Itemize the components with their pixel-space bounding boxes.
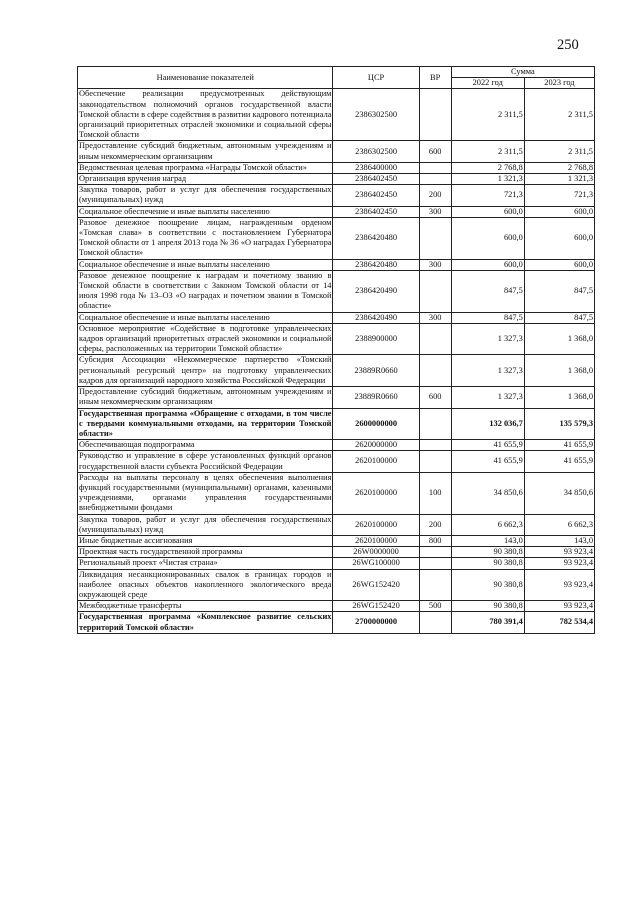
- row-name-cell: Государственная программа «Комплексное развитие сельских территорий Томской области»: [79, 612, 332, 632]
- row-2022-amount-cell: 90 380,8: [451, 547, 524, 558]
- row-name-cell: Социальное обеспечение и иные выплаты населению: [78, 206, 333, 217]
- row-vr-cell: [419, 440, 451, 451]
- row-name-cell: Социальное обеспечение и иные выплаты населению: [78, 259, 333, 270]
- row-2022-amount-cell: 2 311,5: [451, 141, 524, 162]
- row-name-cell: Ведомственная целевая программа «Награды Томской области»: [78, 162, 333, 173]
- row-2023-amount-cell: 1 368,0: [524, 355, 594, 387]
- row-vr-cell: [419, 612, 451, 633]
- table-row: [78, 174, 595, 185]
- row-name-cell: Государственная программа «Обращение с отходами, в том числе с твердыми коммунальными отходами, на территории Томской области»: [79, 408, 332, 438]
- row-name-cell: Региональный проект «Чистая страна»: [78, 558, 333, 569]
- table-row: [78, 217, 595, 259]
- table-row: [78, 206, 595, 217]
- row-name-cell: Обеспечивающая подпрограмма: [78, 440, 333, 451]
- table-row: [78, 355, 595, 387]
- row-name-cell: Расходы на выплаты персоналу в целях обеспечения выполнения функций государственными (муниципальными) органами, казенными учреждениями, органами управления государственными внебюджетными фондами: [79, 472, 332, 513]
- table-row: [78, 141, 595, 162]
- row-csr-cell: 2386402450: [333, 174, 419, 185]
- table-row: [78, 387, 595, 408]
- row-csr-cell: 26W0000000: [333, 547, 419, 558]
- row-csr-cell: 2388900000: [333, 323, 419, 355]
- row-2022-amount-cell: 847,5: [451, 270, 524, 312]
- row-2022-amount-cell: 41 655,9: [451, 440, 524, 451]
- table-row: [78, 323, 595, 355]
- row-2022-amount-cell: 41 655,9: [451, 451, 524, 472]
- row-csr-cell: 2700000000: [333, 612, 419, 633]
- header-sum: Сумма: [451, 67, 594, 78]
- row-csr-cell: 2620000000: [333, 440, 419, 451]
- row-2023-amount-cell: 600,0: [524, 206, 594, 217]
- row-2022-amount-cell: 780 391,4: [451, 612, 524, 633]
- row-2022-amount-cell: 1 327,3: [451, 355, 524, 387]
- row-csr-cell: 23889R0660: [333, 355, 419, 387]
- row-name-cell: Межбюджетные трансферты: [78, 601, 333, 612]
- row-2022-amount-cell: 143,0: [451, 535, 524, 546]
- table-row: [78, 312, 595, 323]
- row-2022-amount-cell: 600,0: [451, 259, 524, 270]
- row-2022-amount-cell: 1 321,3: [451, 174, 524, 185]
- table-row: [78, 89, 595, 141]
- row-vr-cell: 300: [419, 259, 451, 270]
- table-row: [78, 162, 595, 173]
- row-csr-cell: 2620100000: [333, 451, 419, 472]
- table-row: [78, 185, 595, 206]
- row-vr-cell: [419, 323, 451, 355]
- row-2022-amount-cell: 600,0: [451, 217, 524, 259]
- row-csr-cell: 23889R0660: [333, 387, 419, 408]
- row-2023-amount-cell: 721,3: [524, 185, 594, 206]
- row-2022-amount-cell: 6 662,3: [451, 514, 524, 535]
- table-row: [78, 408, 595, 440]
- row-2023-amount-cell: 2 311,5: [524, 141, 594, 162]
- row-csr-cell: 2386402450: [333, 185, 419, 206]
- row-2023-amount-cell: 600,0: [524, 259, 594, 270]
- row-vr-cell: 800: [419, 535, 451, 546]
- row-2023-amount-cell: 135 579,3: [524, 408, 594, 440]
- row-vr-cell: [419, 408, 451, 440]
- row-2023-amount-cell: 2 311,5: [524, 89, 594, 141]
- row-vr-cell: [419, 89, 451, 141]
- row-csr-cell: 2620100000: [333, 472, 419, 514]
- row-vr-cell: 500: [419, 601, 451, 612]
- row-name-cell: Социальное обеспечение и иные выплаты населению: [78, 312, 333, 323]
- row-csr-cell: 2386420480: [333, 217, 419, 259]
- page-number: 250: [557, 37, 579, 53]
- row-csr-cell: 2386420490: [333, 270, 419, 312]
- row-csr-cell: 2386400000: [333, 162, 419, 173]
- row-csr-cell: 2620100000: [333, 535, 419, 546]
- row-vr-cell: 600: [419, 141, 451, 162]
- row-name-cell: Закупка товаров, работ и услуг для обеспечения государственных (муниципальных) нужд: [79, 514, 332, 534]
- row-name-cell: Иные бюджетные ассигнования: [78, 535, 333, 546]
- row-2023-amount-cell: 93 923,4: [524, 569, 594, 601]
- row-name-cell: Ликвидация несанкционированных свалок в границах городов и наиболее опасных объектов накопленного экологического вреда окружающей среде: [79, 569, 332, 599]
- row-csr-cell: 2386420490: [333, 312, 419, 323]
- row-vr-cell: 600: [419, 387, 451, 408]
- table-row: [78, 535, 595, 546]
- row-2022-amount-cell: 2 768,8: [451, 162, 524, 173]
- row-csr-cell: 26WG152420: [333, 601, 419, 612]
- row-csr-cell: 26WG152420: [333, 569, 419, 601]
- table-header: [78, 67, 595, 89]
- row-2022-amount-cell: 721,3: [451, 185, 524, 206]
- row-csr-cell: 26WG100000: [333, 558, 419, 569]
- row-csr-cell: 2386302500: [333, 141, 419, 162]
- row-name-cell: Основное мероприятие «Содействие в подготовке управленческих кадров организаций приоритетных отраслей экономики и социальной сферы, расположенных на территории Томской области»: [79, 323, 332, 354]
- row-vr-cell: 200: [419, 185, 451, 206]
- row-2022-amount-cell: 847,5: [451, 312, 524, 323]
- row-2023-amount-cell: 1 368,0: [524, 323, 594, 355]
- row-2022-amount-cell: 90 380,8: [451, 569, 524, 601]
- row-vr-cell: [419, 569, 451, 601]
- table-row: [78, 259, 595, 270]
- row-vr-cell: [419, 451, 451, 472]
- row-name-cell: Руководство и управление в сфере установленных функций органов государственной власти субъекта Российской Федерации: [79, 451, 332, 471]
- row-2023-amount-cell: 782 534,4: [524, 612, 594, 633]
- row-2023-amount-cell: 41 655,9: [524, 451, 594, 472]
- row-2022-amount-cell: 600,0: [451, 206, 524, 217]
- row-2023-amount-cell: 1 368,0: [524, 387, 594, 408]
- row-name-cell: Разовое денежное поощрение к наградам и почетному званию в Томской области в соответствии с Законом Томской области от 14 июля 1998 года № 13–ОЗ «О наградах и почетном звании в Томской области»: [79, 270, 332, 311]
- row-vr-cell: 100: [419, 472, 451, 514]
- budget-table: [77, 66, 595, 634]
- row-2023-amount-cell: 847,5: [524, 312, 594, 323]
- table-row: [78, 514, 595, 535]
- row-csr-cell: 2386420480: [333, 259, 419, 270]
- table-row: [78, 472, 595, 514]
- row-csr-cell: 2386302500: [333, 89, 419, 141]
- header-year-2022: 2022 год: [451, 78, 524, 89]
- row-2023-amount-cell: 6 662,3: [524, 514, 594, 535]
- row-2023-amount-cell: 1 321,3: [524, 174, 594, 185]
- row-2022-amount-cell: 90 380,8: [451, 558, 524, 569]
- table-row: [78, 601, 595, 612]
- row-name-cell: Обеспечение реализации предусмотренных действующим законодательством полномочий органов государственной власти Томской области в сфере содействия в развитии кадрового потенциала организаций приоритетных отраслей экономики и социальной сферы Томской области: [79, 89, 332, 140]
- row-2022-amount-cell: 132 036,7: [451, 408, 524, 440]
- row-name-cell: Закупка товаров, работ и услуг для обеспечения государственных (муниципальных) нужд: [79, 185, 332, 205]
- table-row: [78, 558, 595, 569]
- row-2023-amount-cell: 93 923,4: [524, 547, 594, 558]
- row-2023-amount-cell: 41 655,9: [524, 440, 594, 451]
- row-vr-cell: [419, 217, 451, 259]
- table-row: [78, 451, 595, 472]
- row-name-cell: Субсидия Ассоциации «Некоммерческое партнерство «Томский региональный ресурсный центр» на подготовку управленческих кадров для организаций народного хозяйства Российской Федерации: [79, 355, 332, 385]
- row-2023-amount-cell: 2 768,8: [524, 162, 594, 173]
- row-2023-amount-cell: 143,0: [524, 535, 594, 546]
- header-name: Наименование показателей: [78, 67, 333, 89]
- row-2023-amount-cell: 600,0: [524, 217, 594, 259]
- row-vr-cell: [419, 355, 451, 387]
- row-2023-amount-cell: 847,5: [524, 270, 594, 312]
- row-vr-cell: 300: [419, 312, 451, 323]
- row-2022-amount-cell: 1 327,3: [451, 323, 524, 355]
- table-row: [78, 270, 595, 312]
- row-vr-cell: 200: [419, 514, 451, 535]
- row-name-cell: Проектная часть государственной программы: [78, 547, 333, 558]
- row-csr-cell: 2620100000: [333, 514, 419, 535]
- row-vr-cell: [419, 162, 451, 173]
- row-vr-cell: [419, 547, 451, 558]
- row-vr-cell: [419, 270, 451, 312]
- header-vr: ВР: [419, 67, 451, 89]
- row-2022-amount-cell: 90 380,8: [451, 601, 524, 612]
- table-row: [78, 440, 595, 451]
- row-2022-amount-cell: 2 311,5: [451, 89, 524, 141]
- table-row: [78, 612, 595, 633]
- row-2022-amount-cell: 34 850,6: [451, 472, 524, 514]
- table-body: [78, 89, 595, 633]
- table-row: [78, 547, 595, 558]
- row-name-cell: Организация вручения наград: [78, 174, 333, 185]
- row-vr-cell: [419, 558, 451, 569]
- row-name-cell: Разовое денежное поощрение лицам, награжденным орденом «Томская слава» в соответствии с постановлением Губернатора Томской области от 1 апреля 2013 года № 36 «О наградах Губернатора Томской области»: [79, 217, 332, 258]
- row-2022-amount-cell: 1 327,3: [451, 387, 524, 408]
- row-csr-cell: 2600000000: [333, 408, 419, 440]
- header-csr: ЦСР: [333, 67, 419, 89]
- row-vr-cell: 300: [419, 206, 451, 217]
- header-year-2023: 2023 год: [524, 78, 594, 89]
- row-name-cell: Предоставление субсидий бюджетным, автономным учреждениям и иным некоммерческим организациям: [79, 387, 332, 407]
- row-name-cell: Предоставление субсидий бюджетным, автономным учреждениям и иным некоммерческим организациям: [79, 141, 332, 161]
- row-vr-cell: [419, 174, 451, 185]
- row-2023-amount-cell: 93 923,4: [524, 558, 594, 569]
- table-row: [78, 569, 595, 601]
- row-2023-amount-cell: 34 850,6: [524, 472, 594, 514]
- row-csr-cell: 2386402450: [333, 206, 419, 217]
- row-2023-amount-cell: 93 923,4: [524, 601, 594, 612]
